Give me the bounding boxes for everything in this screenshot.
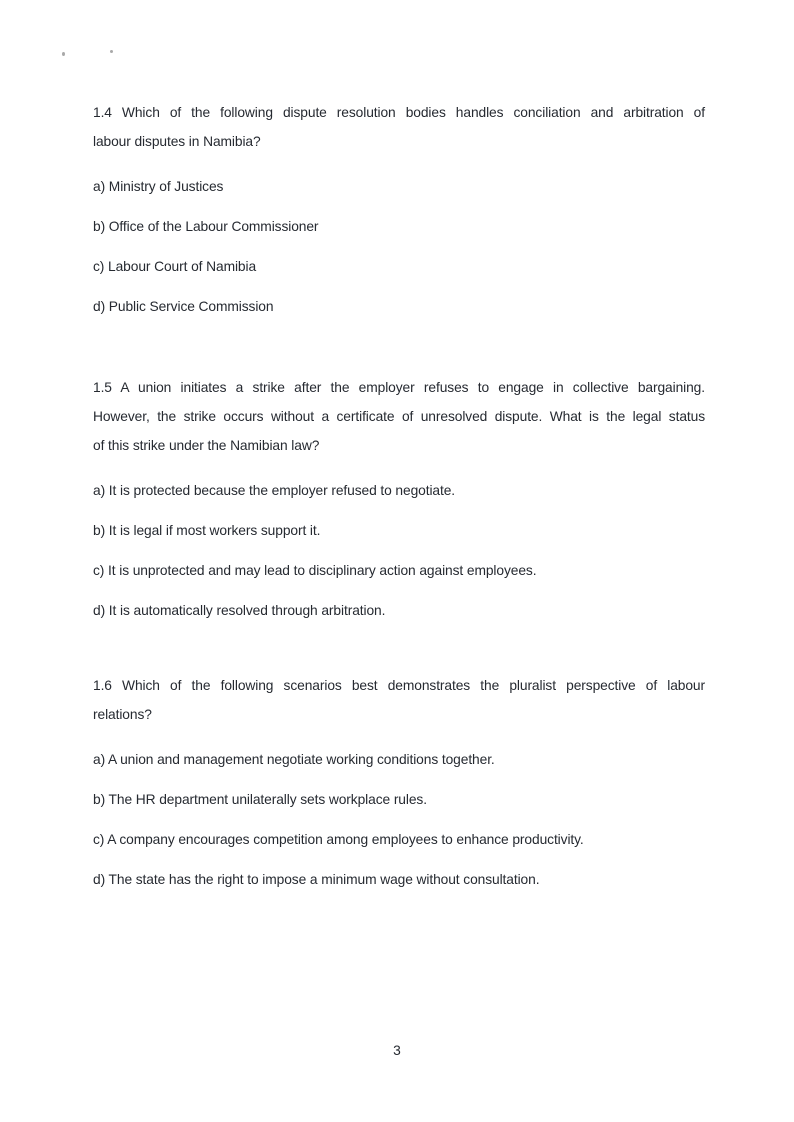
option-c: c) Labour Court of Namibia (93, 259, 257, 274)
question-text-line: relations? (93, 707, 152, 722)
option-b: b) It is legal if most workers support it. (93, 523, 321, 538)
question-1-4 (93, 98, 705, 321)
option-d: d) Public Service Commission (93, 299, 274, 314)
option-d: d) It is automatically resolved through arbitration. (93, 603, 386, 618)
question-text-line: 1.4 Which of the following dispute resolution bodies handles conciliation and arbitration of (93, 105, 705, 120)
scan-speck (110, 50, 113, 53)
scan-speck (62, 52, 65, 56)
question-text-line: 1.5 A union initiates a strike after the employer refuses to engage in collective bargaining. (93, 380, 705, 395)
question-text-line: labour disputes in Namibia? (93, 134, 261, 149)
option-c: c) It is unprotected and may lead to disciplinary action against employees. (93, 563, 537, 578)
question-1-5 (93, 373, 705, 625)
options-list (93, 476, 705, 625)
option-b: b) Office of the Labour Commissioner (93, 219, 319, 234)
page-number: 3 (393, 1043, 401, 1058)
question-text (93, 98, 705, 156)
option-c: c) A company encourages competition among employees to enhance productivity. (93, 832, 584, 847)
question-text-line: However, the strike occurs without a certificate of unresolved dispute. What is the legal status (93, 409, 705, 424)
option-b: b) The HR department unilaterally sets workplace rules. (93, 792, 427, 807)
option-a: a) It is protected because the employer refused to negotiate. (93, 483, 456, 498)
option-a: a) Ministry of Justices (93, 179, 224, 194)
options-list (93, 172, 705, 321)
question-text-line: of this strike under the Namibian law? (93, 438, 320, 453)
option-a: a) A union and management negotiate working conditions together. (93, 752, 495, 767)
question-text (93, 373, 705, 460)
question-text (93, 671, 705, 729)
question-text-line: 1.6 Which of the following scenarios best demonstrates the pluralist perspective of labour (93, 678, 705, 693)
option-d: d) The state has the right to impose a minimum wage without consultation. (93, 872, 540, 887)
options-list (93, 745, 705, 894)
page-content (93, 98, 705, 894)
question-1-6 (93, 671, 705, 894)
